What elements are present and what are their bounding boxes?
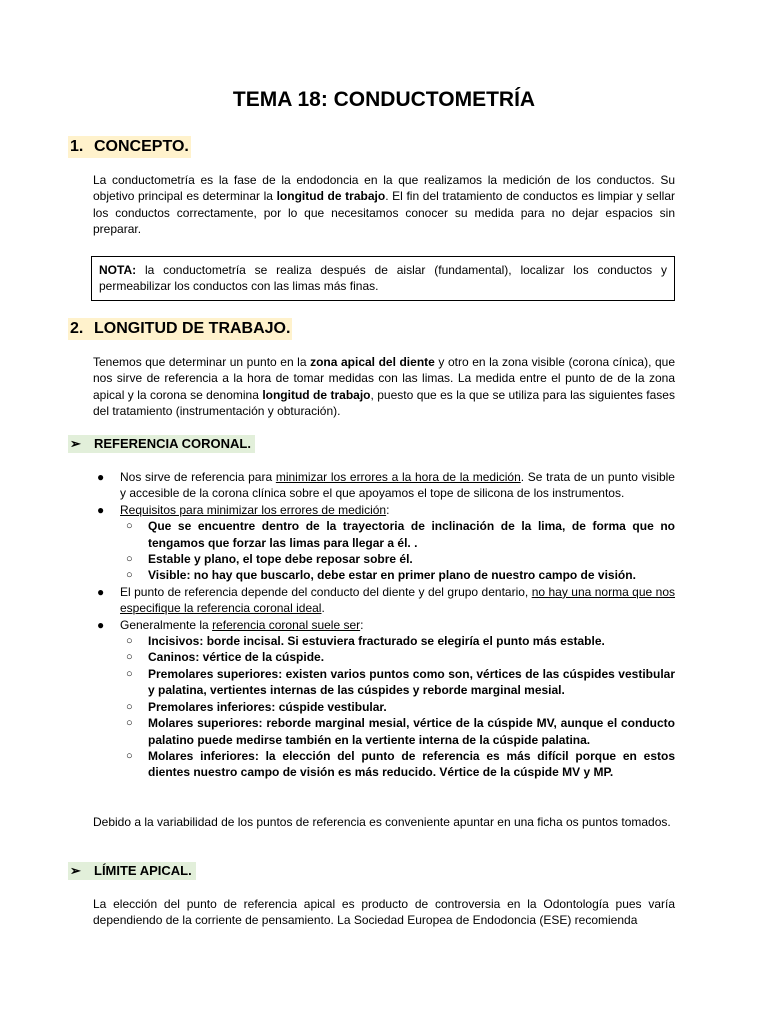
bullet-icon: ●: [97, 470, 105, 484]
subheading-limite-apical: ➢ LÍMITE APICAL.: [68, 862, 196, 880]
limite-apical-paragraph: La elección del punto de referencia apical es producto de controversia en la Odontología pues varía dependiendo de la corriente de pensamiento. La Sociedad Europea de Endodoncia (ESE) recomienda: [93, 897, 675, 928]
bullet-icon: ●: [97, 617, 105, 632]
bullet-icon: ●: [97, 584, 105, 599]
list-item: ● El punto de referencia depende del conducto del diente y del grupo dentario, no hay una norma que nos especifique la referencia coronal ideal.: [97, 584, 675, 616]
page-title: TEMA 18: CONDUCTOMETRÍA: [232, 88, 536, 111]
referencia-coronal-sublist: [120, 633, 675, 781]
longitud-paragraph: Tenemos que determinar un punto en la zona apical del diente y otro en la zona visible (corona cínica), que nos sirve de referencia a la hora de tomar medidas con las limas. La medida entre el punto de de la zona apical y la corona se denomina longitud de trabajo, puesto que es la que se utiliza para las siguientes fases del tratamiento (instrumentación y obturación).: [93, 355, 676, 419]
closing-paragraph: Debido a la variabilidad de los puntos de referencia es conveniente apuntar en una ficha os puntos tomados.: [93, 815, 671, 829]
bullet-icon: ●: [97, 502, 105, 517]
note-box: [91, 256, 675, 301]
note-label: NOTA:: [99, 263, 137, 277]
sublist-item: ○ Caninos: vértice de la cúspide.: [126, 650, 325, 665]
circle-bullet-icon: ○: [126, 667, 133, 680]
arrow-icon: ➢: [70, 436, 81, 451]
circle-bullet-icon: ○: [126, 749, 133, 762]
sublist-item: ○ Molares superiores: reborde marginal mesial, vértice de la cúspide MV, aunque el conducto palatino puede medirse también en la vertiente interna de la cúspide palatina.: [126, 716, 675, 747]
note-text: la conductometría se realiza después de aislar (fundamental), localizar los conductos y permeabilizar los conductos con las limas más finas.: [99, 263, 667, 294]
circle-bullet-icon: ○: [126, 553, 133, 566]
keyword-longitud-de-trabajo: longitud de trabajo: [276, 189, 386, 204]
sublist-item: ○ Premolares superiores: existen varios puntos como son, vértices de las cúspides vestibular y palatina, vertientes internas de las cúspides y reborde marginal mesial.: [126, 666, 675, 698]
requisitos-sublist: [120, 518, 675, 584]
section-number: 2.: [70, 320, 84, 337]
sublist-item: ○ Incisivos: borde incisal. Si estuviera fracturado se elegiría el punto más estable.: [126, 634, 605, 649]
section-heading-longitud: [68, 318, 292, 340]
sublist-item: ○ Que se encuentre dentro de la trayectoria de inclinación de la lima, de forma que no tengamos que forzar las limas para llegar a él. .: [126, 519, 675, 550]
circle-bullet-icon: ○: [126, 700, 133, 713]
section-number: 1.: [70, 138, 84, 155]
circle-bullet-icon: ○: [126, 520, 133, 533]
section-title: LONGITUD DE TRABAJO.: [94, 320, 291, 337]
circle-bullet-icon: ○: [126, 651, 133, 664]
section-heading-concepto: [68, 136, 191, 158]
sublist-item: ○ Premolares inferiores: cúspide vestibular.: [126, 699, 387, 714]
circle-bullet-icon: ○: [126, 569, 133, 582]
subheading-referencia-coronal: ➢ REFERENCIA CORONAL.: [68, 435, 255, 453]
circle-bullet-icon: ○: [126, 717, 133, 730]
circle-bullet-icon: ○: [126, 635, 133, 648]
sublist-item: ○ Visible: no hay que buscarlo, debe estar en primer plano de nuestro campo de visión.: [126, 568, 636, 583]
list-item: ● Requisitos para minimizar los errores de medición: ○ Que se encuentre dentro de la trayectoria de inclinación de la lima, de forma que no tengamos que forzar las limas para llegar a él. . ○ Estable y plano, el tope debe reposar sobre él. ○ Visible: no hay que buscarlo, debe estar en primer plano de nuestro campo de visión.: [97, 502, 675, 583]
referencia-coronal-list: [93, 469, 675, 781]
list-item: ● Generalmente la referencia coronal suele ser: ○ Incisivos: borde incisal. Si estuviera fracturado se elegiría el punto más estable. ○ Caninos: vértice de la cúspide. ○ Premolares superiores: existen varios puntos como son, vértices de las cúspides vestibular y palatina, vertientes internas de las cúspides y reborde marginal mesial. ○ Premolares inferiores: cúspide vestibular. ○ Molares superiores: reborde marginal mesial, vértice de la cúspide MV, aunque el conducto palatino puede medirse también en la vertiente interna de la cúspide palatina. ○ Molares inferiores: la elección del punto de referencia es más difícil porque en estos dientes nuestro campo de visión es más reducido. Vértice de la cúspide MV y MP.: [97, 617, 675, 780]
concepto-paragraph: La conductometría es la fase de la endodoncia en la que realizamos la medición de los conductos. Su objetivo principal es determinar la longitud de trabajo. El fin del tratamiento de conductos es limpiar y sellar los conductos correctamente, por lo que necesitamos conocer su medida para no dejar espacios sin preparar.: [93, 173, 675, 237]
sublist-item: ○ Estable y plano, el tope debe reposar sobre él.: [126, 552, 413, 567]
list-item: ● Nos sirve de referencia para minimizar los errores a la hora de la medición. Se trata de un punto visible y accesible de la corona clínica sobre el que apoyamos el tope de silicona de los instrumentos.: [97, 470, 675, 501]
arrow-icon: ➢: [70, 863, 81, 878]
section-title: CONCEPTO.: [94, 138, 189, 155]
sublist-item: ○ Molares inferiores: la elección del punto de referencia es más difícil porque en estos dientes nuestro campo de visión es más reducido. Vértice de la cúspide MV y MP.: [126, 748, 675, 780]
